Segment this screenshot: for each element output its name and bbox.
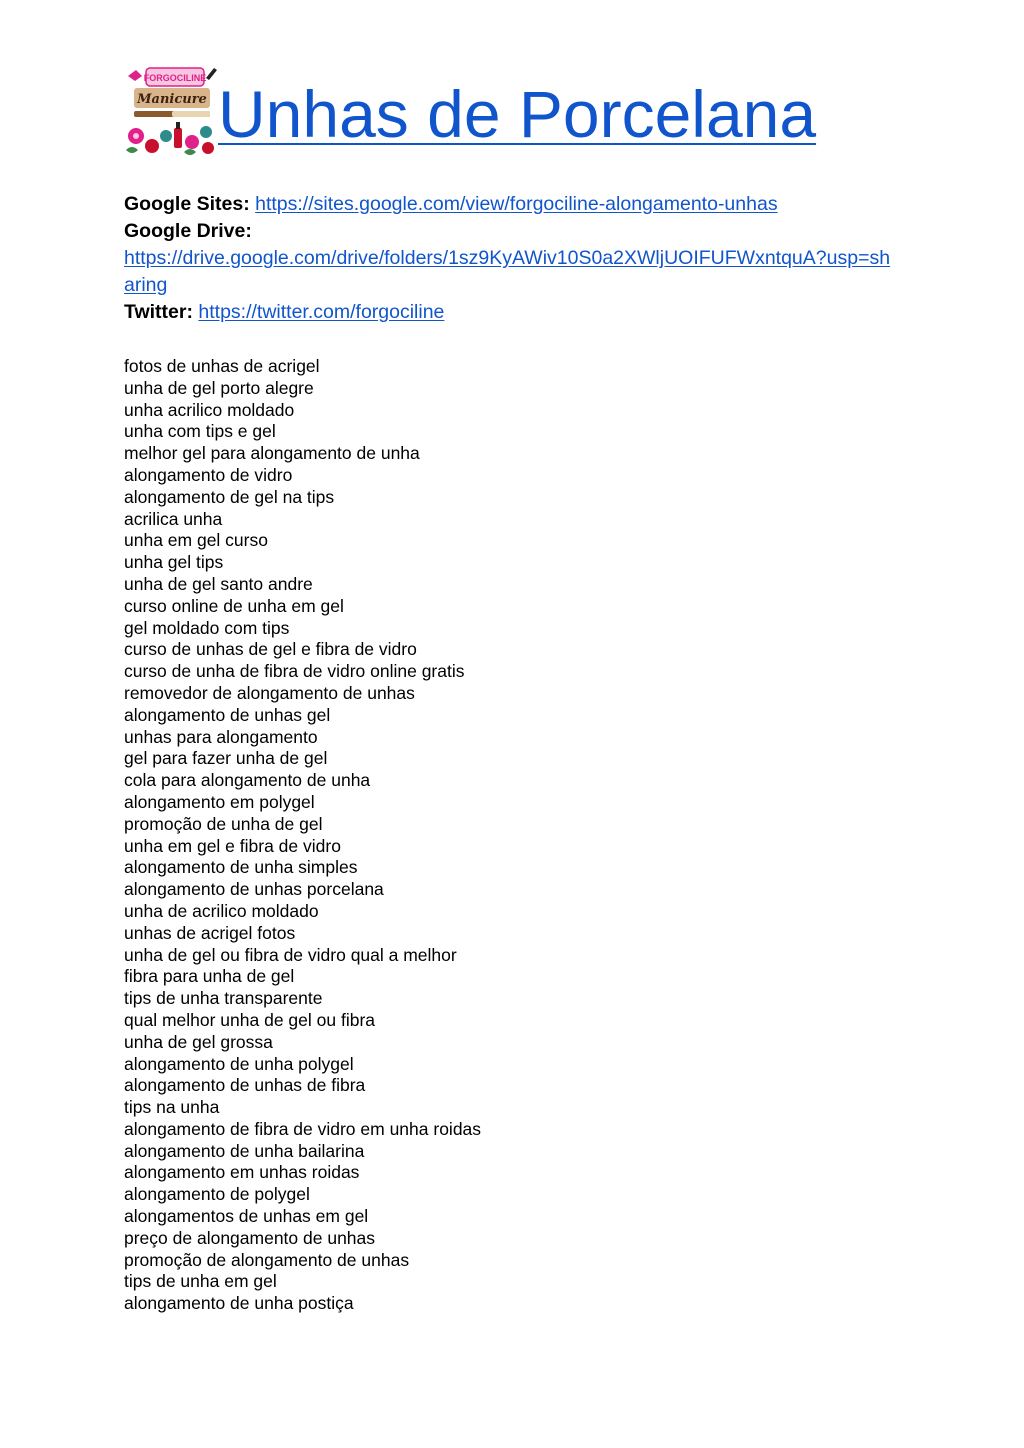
keyword-item: curso online de unha em gel <box>124 595 344 616</box>
keyword-item: unha em gel e fibra de vidro <box>124 835 341 856</box>
keyword-item: unha de gel porto alegre <box>124 377 314 398</box>
keyword-item: cola para alongamento de unha <box>124 770 371 791</box>
keyword-item: alongamento de unhas de fibra <box>124 1075 366 1096</box>
keyword-list <box>124 356 481 1315</box>
keyword-item: fotos de unhas de acrigel <box>124 356 320 376</box>
keyword-item: alongamento em polygel <box>124 791 315 812</box>
keyword-item: alongamento de fibra de vidro em unha roidas <box>124 1118 482 1139</box>
svg-text:Manicure: Manicure <box>137 92 207 107</box>
keyword-item: unha de gel grossa <box>124 1031 273 1052</box>
keyword-item: alongamento de vidro <box>124 464 293 485</box>
keyword-item: removedor de alongamento de unhas <box>124 682 415 703</box>
keyword-item: unhas de acrigel fotos <box>124 922 296 943</box>
keyword-item: promoção de alongamento de unhas <box>124 1249 410 1270</box>
logo-flowers <box>126 122 214 155</box>
keyword-item: qual melhor unha de gel ou fibra <box>124 1009 376 1030</box>
google-sites-row <box>124 191 904 218</box>
logo-top-banner <box>128 68 217 86</box>
google-drive-link[interactable]: https://drive.google.com/drive/folders/1sz9KyAWiv10S0a2XWljUOIFUFWxntquA?usp=sharing <box>124 247 891 296</box>
keyword-item: unha de acrilico moldado <box>124 900 319 921</box>
keyword-item: curso de unha de fibra de vidro online gratis <box>124 661 465 682</box>
keyword-item: tips de unha em gel <box>124 1271 277 1292</box>
keyword-item: tips na unha <box>124 1097 220 1118</box>
page-header <box>124 66 984 166</box>
page-title-link[interactable]: Unhas de Porcelana <box>218 77 817 151</box>
google-sites-label: Google Sites: <box>124 193 250 215</box>
keyword-item: melhor gel para alongamento de unha <box>124 443 420 464</box>
keyword-item: alongamento de unhas porcelana <box>124 879 384 900</box>
links-block <box>124 191 904 326</box>
keyword-item: acrilica unha <box>124 508 223 529</box>
keyword-item: unha gel tips <box>124 552 224 573</box>
keyword-item: tips de unha transparente <box>124 988 323 1009</box>
keyword-item: gel moldado com tips <box>124 617 290 638</box>
keyword-item: unha de gel ou fibra de vidro qual a melhor <box>124 944 457 965</box>
keyword-item: promoção de unha de gel <box>124 813 323 834</box>
keyword-item: alongamento de unhas gel <box>124 704 331 725</box>
keyword-item: alongamento de unha postiça <box>124 1293 354 1314</box>
keyword-item: alongamentos de unhas em gel <box>124 1206 369 1227</box>
google-drive-row <box>124 218 904 245</box>
keyword-item: alongamento de gel na tips <box>124 486 335 507</box>
keyword-item: alongamento de unha polygel <box>124 1053 354 1074</box>
google-drive-link-row <box>124 245 894 299</box>
keyword-item: unha com tips e gel <box>124 421 276 442</box>
keyword-item: unha acrilico moldado <box>124 399 295 420</box>
logo-mid-banner <box>134 88 210 117</box>
twitter-row <box>124 299 904 326</box>
forgociline-logo <box>124 66 218 158</box>
twitter-label: Twitter: <box>124 301 193 323</box>
google-drive-label: Google Drive: <box>124 220 252 242</box>
keyword-item: curso de unhas de gel e fibra de vidro <box>124 639 417 660</box>
keyword-item: gel para fazer unha de gel <box>124 748 328 769</box>
keyword-item: alongamento em unhas roidas <box>124 1162 360 1183</box>
keyword-item: alongamento de unha simples <box>124 857 358 878</box>
keyword-item: unhas para alongamento <box>124 726 318 747</box>
svg-text:FORGOCILINE: FORGOCILINE <box>143 73 207 83</box>
twitter-link[interactable]: https://twitter.com/forgociline <box>198 301 445 323</box>
keyword-item: unha de gel santo andre <box>124 573 313 594</box>
keyword-item: fibra para unha de gel <box>124 966 295 987</box>
keyword-item: unha em gel curso <box>124 530 268 551</box>
keyword-item: preço de alongamento de unhas <box>124 1227 376 1248</box>
keyword-item: alongamento de unha bailarina <box>124 1140 365 1161</box>
keyword-item: alongamento de polygel <box>124 1184 310 1205</box>
google-sites-link[interactable]: https://sites.google.com/view/forgociline-alongamento-unhas <box>255 193 778 215</box>
